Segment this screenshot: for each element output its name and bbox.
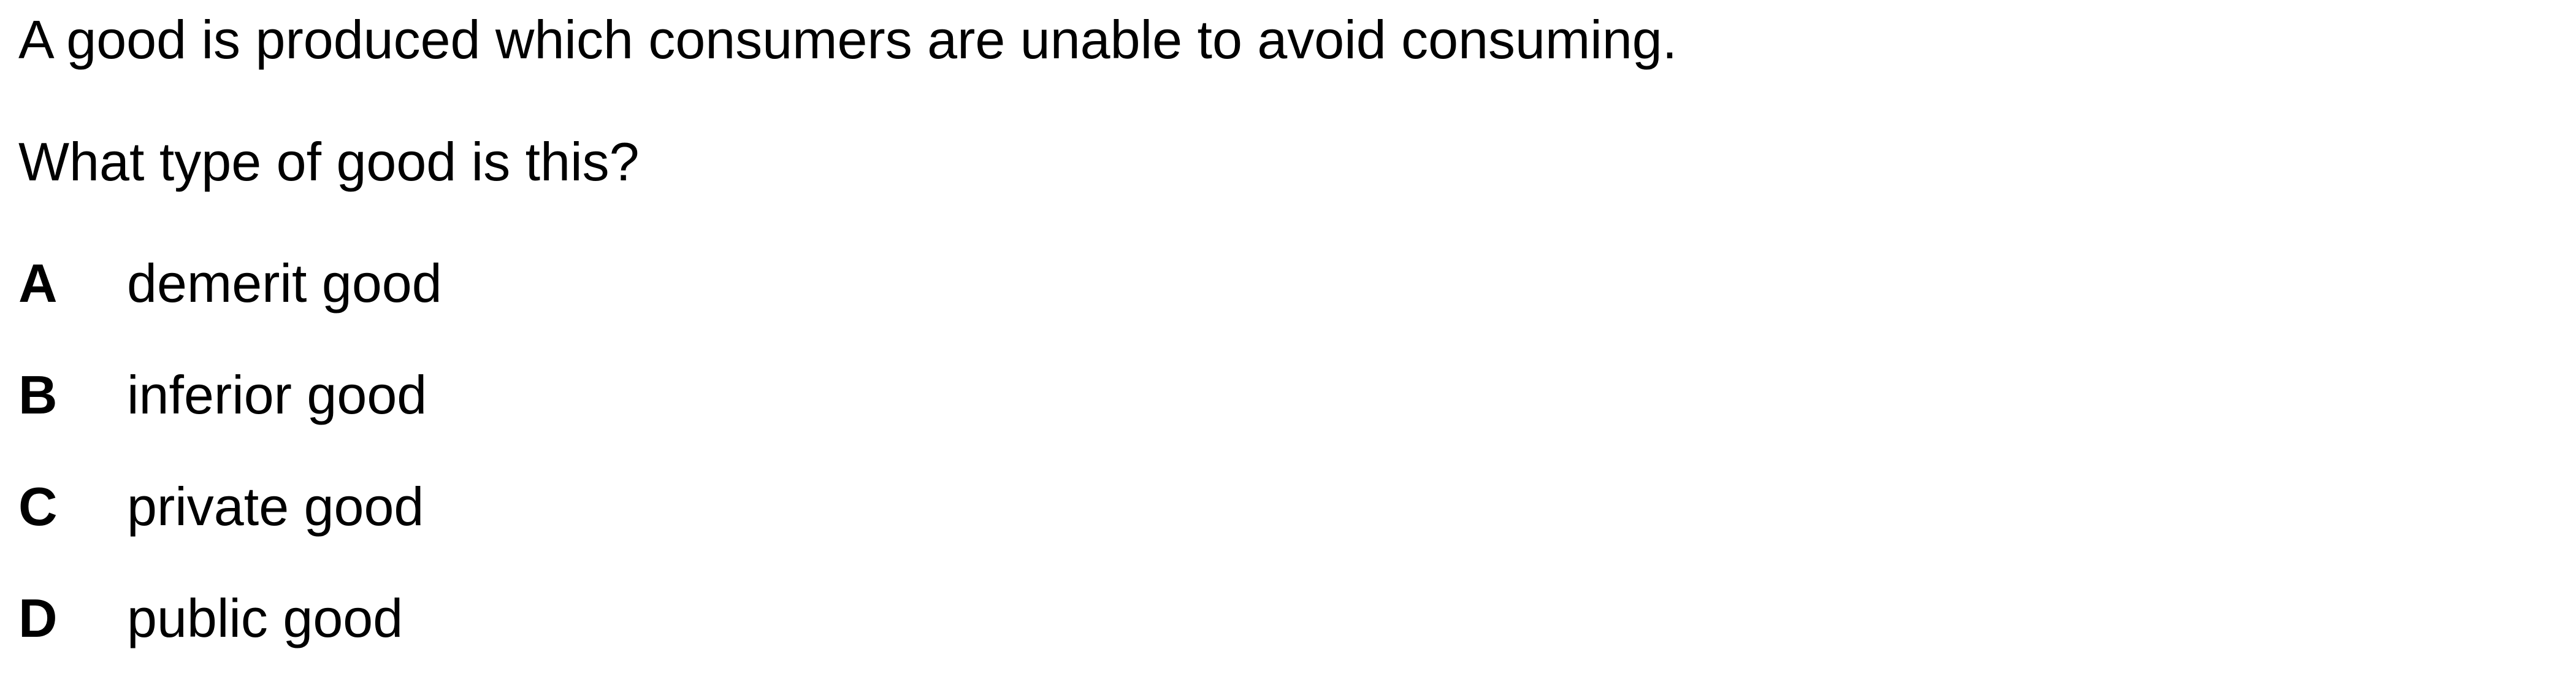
option-text: demerit good: [127, 253, 442, 313]
question-stem: A good is produced which consumers are unable to avoid consuming.: [18, 9, 1678, 70]
option-letter: C: [18, 476, 58, 537]
question-prompt: What type of good is this?: [18, 131, 640, 192]
option-text: public good: [127, 588, 403, 648]
option-letter: D: [18, 588, 58, 648]
option-text: private good: [127, 476, 424, 537]
option-letter: A: [18, 253, 58, 313]
option-letter: B: [18, 364, 58, 425]
option-text: inferior good: [127, 364, 427, 425]
